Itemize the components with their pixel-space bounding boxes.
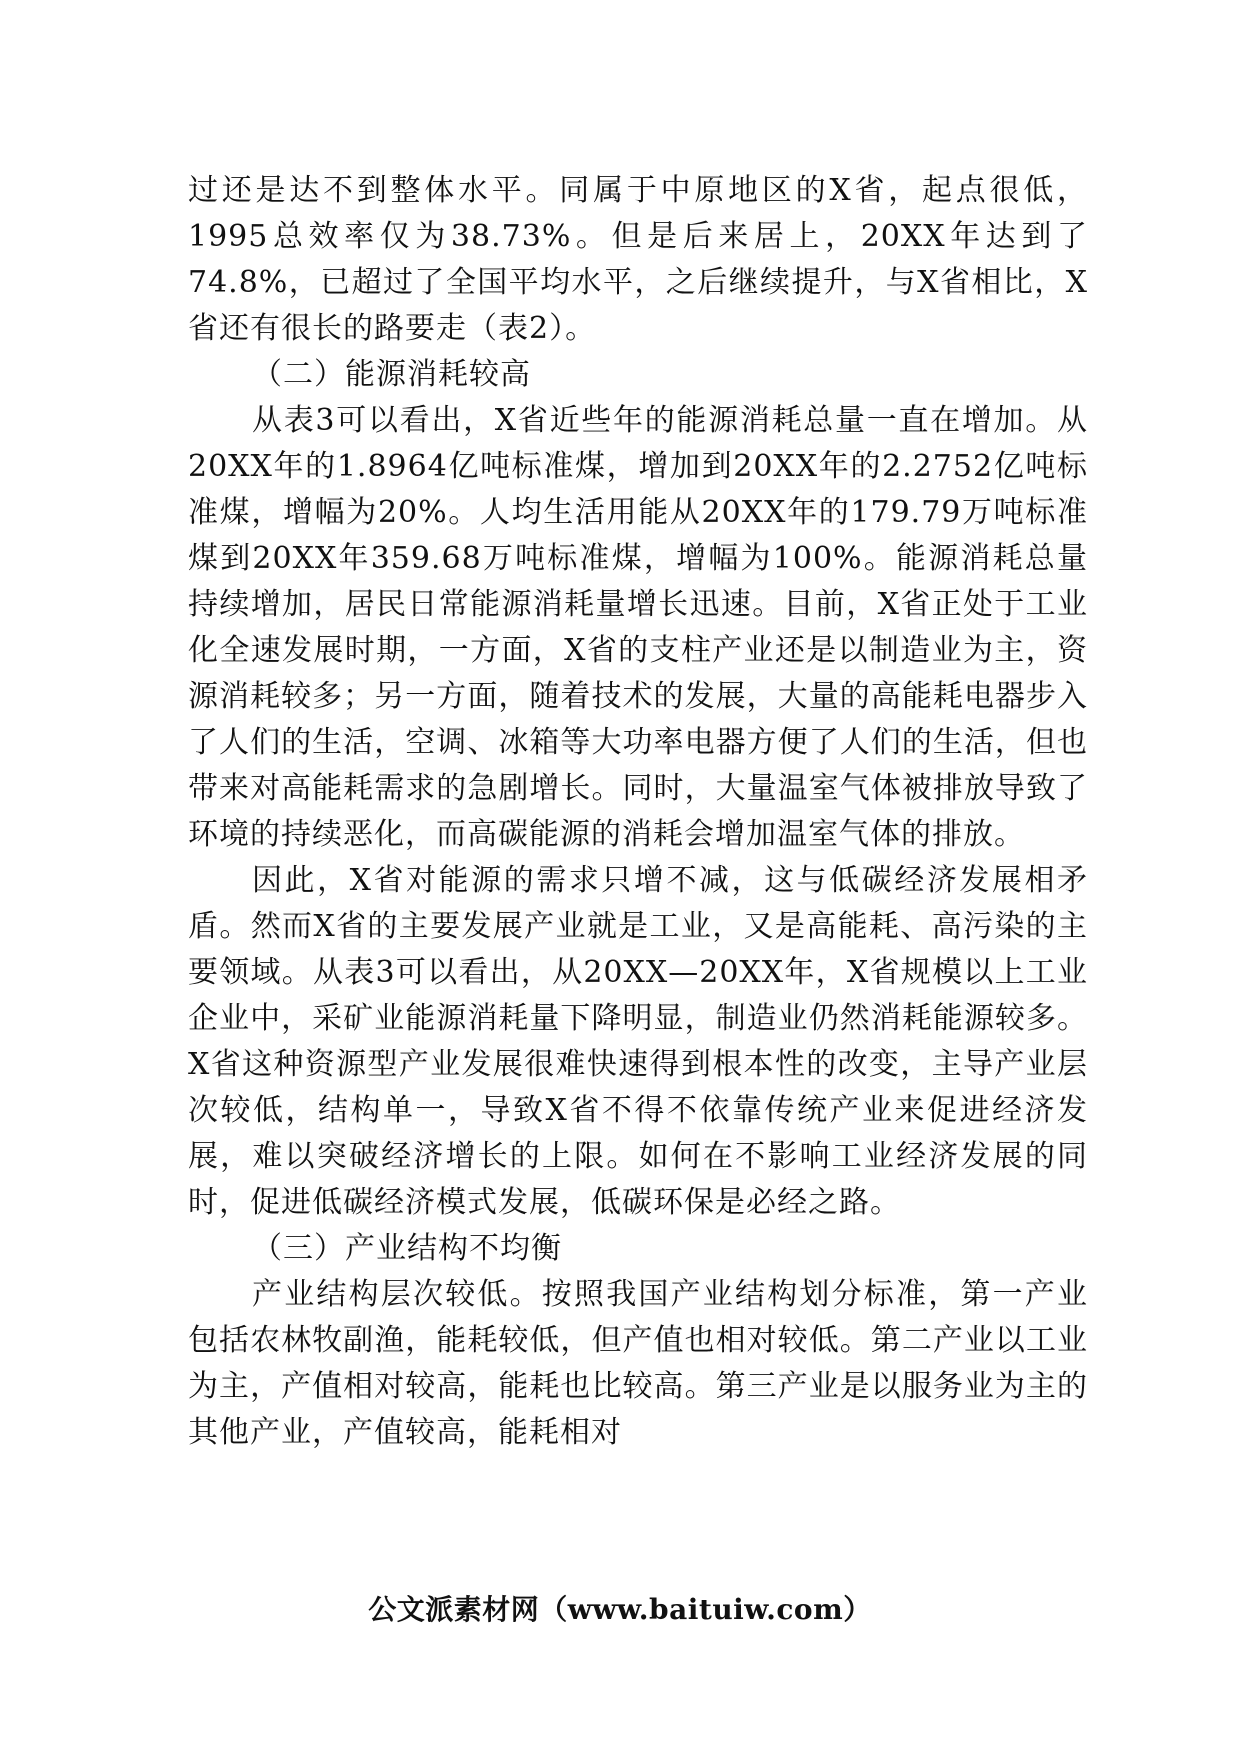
- document-body: [188, 168, 1088, 1456]
- paragraph-industrial-structure: 产业结构层次较低。按照我国产业结构划分标准，第一产业包括农林牧副渔，能耗较低，但产值也相对较低。第二产业以工业为主，产值相对较高，能耗也比较高。第三产业是以服务业为主的其他产业，产值较高，能耗相对: [188, 1277, 1088, 1450]
- section-heading-energy-consumption: （二）能源消耗较高: [252, 357, 531, 392]
- section-heading-industrial-structure: （三）产业结构不均衡: [252, 1231, 562, 1266]
- page-footer-watermark: 公文派素材网（www.baituiw.com）: [368, 1593, 872, 1626]
- paragraph-industry-demand: 因此，X省对能源的需求只增不减，这与低碳经济发展相矛盾。然而X省的主要发展产业就是工业，又是高能耗、高污染的主要领域。从表3可以看出，从20XX—20XX年，X省规模以上工业企业中，采矿业能源消耗量下降明显，制造业仍然消耗能源较多。X省这种资源型产业发展很难快速得到根本性的改变，主导产业层次较低，结构单一，导致X省不得不依靠传统产业来促进经济发展，难以突破经济增长的上限。如何在不影响工业经济发展的同时，促进低碳经济模式发展，低碳环保是必经之路。: [188, 863, 1088, 1220]
- paragraph-continuation: 过还是达不到整体水平。同属于中原地区的X省，起点很低，1995总效率仅为38.73%。但是后来居上，20XX年达到了74.8%，已超过了全国平均水平，之后继续提升，与X省相比，X省还有很长的路要走（表2）。: [188, 173, 1088, 346]
- paragraph-energy-consumption: 从表3可以看出，X省近些年的能源消耗总量一直在增加。从20XX年的1.8964亿吨标准煤，增加到20XX年的2.2752亿吨标准煤，增幅为20%。人均生活用能从20XX年的179.79万吨标准煤到20XX年359.68万吨标准煤，增幅为100%。能源消耗总量持续增加，居民日常能源消耗量增长迅速。目前，X省正处于工业化全速发展时期，一方面，X省的支柱产业还是以制造业为主，资源消耗较多；另一方面，随着技术的发展，大量的高能耗电器步入了人们的生活，空调、冰箱等大功率电器方便了人们的生活，但也带来对高能耗需求的急剧增长。同时，大量温室气体被排放导致了环境的持续恶化，而高碳能源的消耗会增加温室气体的排放。: [188, 403, 1088, 852]
